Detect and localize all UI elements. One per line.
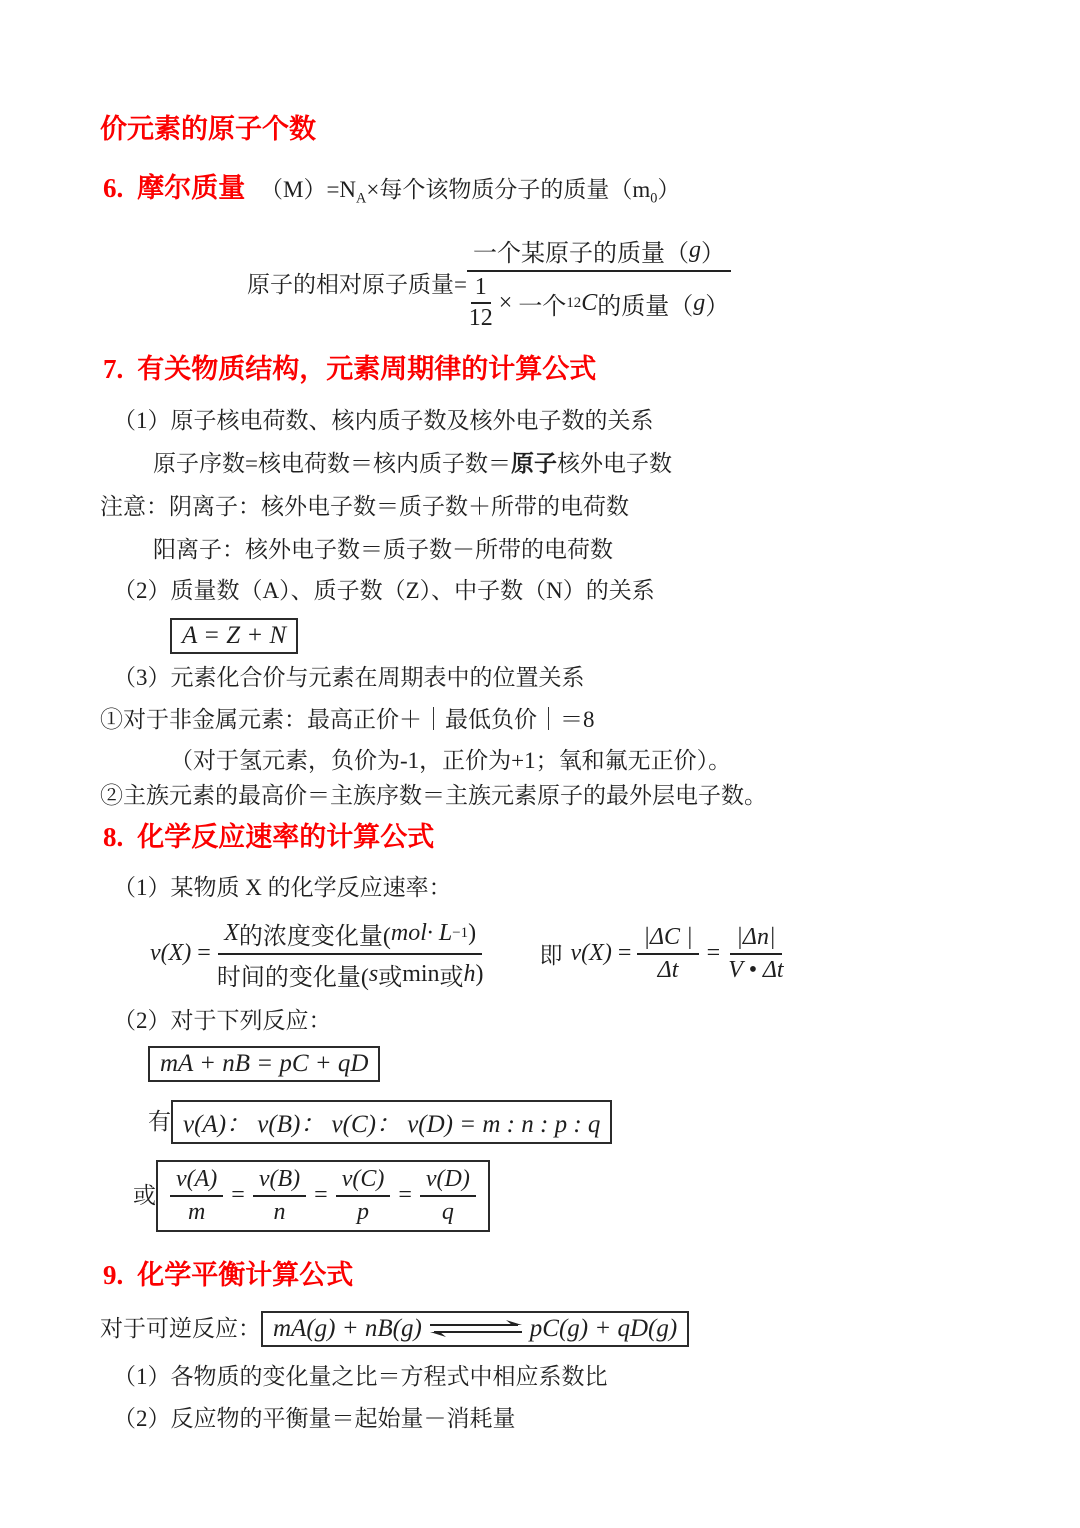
reversible-lead: 对于可逆反应： (100, 1315, 261, 1341)
delta-n-fraction: $\frac{|\Delta n|}{V • \Delta t}$ (728, 923, 784, 983)
rate-fraction: X 的浓度变化量( mol· L −1 ) 时间的变化量( s 或 min 或 h ) (217, 916, 484, 992)
rate-ratio-row (148, 1100, 1080, 1144)
section9-number: 9. (103, 1259, 124, 1290)
or-label: 或 (133, 1182, 156, 1208)
reversible-reaction-row (100, 1311, 1080, 1347)
s9-item1: （1）各物质的变化量之比＝方程式中相应系数比 (113, 1363, 608, 1389)
s7-point2: ②主族元素的最高价＝主族序数＝主族元素原子的最外层电子数。 (100, 782, 767, 808)
reaction-boxed-equation: mA + nB = pC + qD (148, 1046, 380, 1082)
section7-heading (103, 353, 1080, 385)
s7-note-cation: 阳离子：核外电子数＝质子数－所带的电荷数 (153, 536, 613, 562)
s8-item2: （2）对于下列反应： (113, 1007, 332, 1033)
s7-item1: （1）原子核电荷数、核内质子数及核外电子数的关系 (113, 407, 654, 433)
s7-point1: ①对于非金属元素：最高正价＋｜最低负价｜＝8 (100, 706, 595, 732)
rate-lhs: v(X) (150, 940, 192, 967)
azn-formula-row (170, 618, 1080, 654)
s7-item3: （3）元素化合价与元素在周期表中的位置关系 (113, 664, 585, 690)
section8-heading (103, 821, 1080, 853)
s7-item1-equation: 原子序数=核电荷数＝核内质子数＝原子核外电子数 (153, 450, 672, 476)
section7-number: 7. (103, 353, 124, 384)
reaction-equation-row (148, 1046, 1080, 1082)
azn-boxed-formula: A = Z + N (170, 618, 298, 654)
section6-title: 摩尔质量 (137, 173, 246, 203)
have-label: 有 (148, 1108, 171, 1134)
s7-note-anion: 注意：阴离子：核外电子数＝质子数＋所带的电荷数 (100, 493, 629, 519)
section7-title: 有关物质结构，元素周期律的计算公式 (137, 353, 597, 384)
section6-definition: $(M)=N_A\times$每个该物质分子的质量$(m_0)$ (260, 177, 681, 207)
section6-number: 6. (103, 173, 124, 203)
equilibrium-boxed-equation: mA(g) + nB(g) pC(g) + qD(g) (261, 1311, 689, 1347)
s7-point1-note: （对于氢元素，负价为-1，正价为+1；氧和氟无正价）。 (170, 747, 732, 773)
s8-item1: （1）某物质 X 的化学反应速率： (113, 874, 452, 900)
section9-heading (103, 1259, 1080, 1291)
reaction-rate-formula: v(X) = X 的浓度变化量( mol· L −1 ) 时间的变化量( s 或 min 或 h ) 即 v(X) = $\frac{|\Delta C |}{\Delta t}$ = $\frac{|\Delta n|}{V • \Delta t}$ (150, 914, 1080, 994)
relative-atomic-mass-formula (247, 237, 1080, 332)
delta-c-fraction: $\frac{|\Delta C |}{\Delta t}$ (637, 924, 698, 984)
rate-fractions-boxed: $\frac{v(A)}{m}$ = $\frac{v(B)}{n}$ = $\frac{v(C)}{p}$ = $\frac{v(D)}{q}$ (156, 1160, 490, 1232)
s9-item2: （2）反应物的平衡量＝起始量－消耗量 (113, 1405, 516, 1431)
ram-lhs: 原子的相对原子质量= (247, 272, 467, 298)
rate-ji-label: 即 (539, 943, 563, 969)
section8-title: 化学反应速率的计算公式 (137, 821, 435, 852)
equilibrium-arrows-icon (428, 1320, 524, 1338)
section8-number: 8. (103, 821, 124, 852)
s7-item2: （2）质量数（A）、质子数（Z）、中子数（N）的关系 (113, 577, 655, 603)
section6-heading (103, 172, 1080, 215)
ram-fraction: 一个某原子的质量（ g ） $\frac{1}{12}$ × 一个 12 C 的质量（ g ） (467, 233, 731, 332)
rate-fraction-row (133, 1160, 1080, 1232)
section5-tail-heading (100, 113, 1080, 145)
rate-ratio-boxed: v(A)： v(B)： v(C)： v(D) = m : n : p : q (171, 1100, 612, 1144)
section9-title: 化学平衡计算公式 (137, 1259, 354, 1290)
one-twelfth-fraction: $\frac{1}{12}$ (468, 274, 493, 332)
section5-tail-text: 价元素的原子个数 (100, 114, 316, 144)
